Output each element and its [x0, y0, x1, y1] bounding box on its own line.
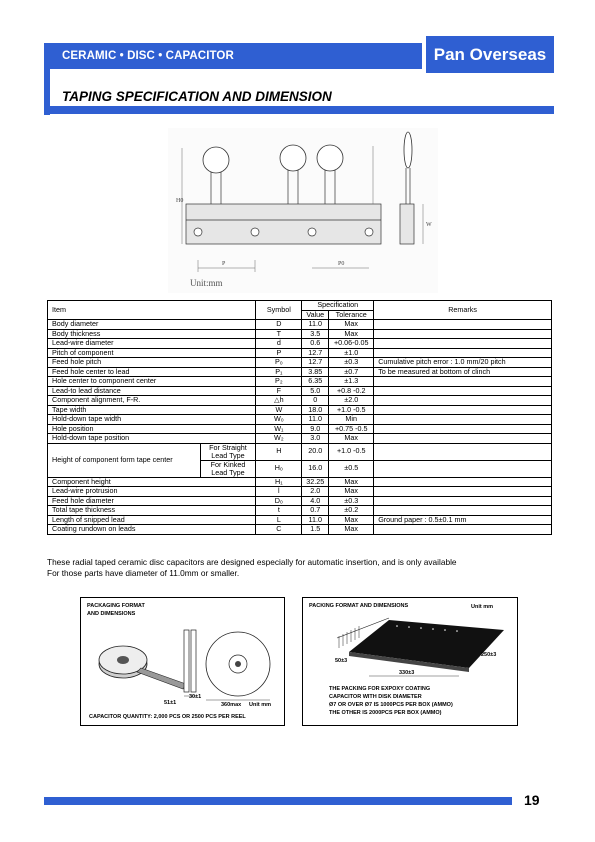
- reel-caption: CAPACITOR QUANTITY: 2,000 PCS OR 2500 PCS PER REEL: [89, 714, 246, 720]
- cell-item: Total tape thickness: [48, 506, 256, 516]
- cell-remarks: [374, 415, 552, 425]
- cell-symbol: W₀: [256, 415, 302, 425]
- cell-tolerance: Max: [329, 525, 374, 535]
- cell-value: 11.0: [302, 415, 329, 425]
- cell-symbol: △h: [256, 396, 302, 406]
- ammo-caption-1: THE PACKING FOR EXPOXY COATING: [329, 686, 431, 692]
- cell-symbol: H: [256, 443, 302, 460]
- cell-symbol: H₁: [256, 477, 302, 487]
- cell-symbol: T: [256, 329, 302, 339]
- table-row: [48, 358, 552, 368]
- cell-value: 18.0: [302, 405, 329, 415]
- reel-figure-title-2: AND DIMENSIONS: [87, 611, 136, 617]
- brand-banner: [426, 36, 554, 73]
- footer-bar: [44, 797, 512, 805]
- note-line-2: For those parts have diameter of 11.0mm or smaller.: [47, 568, 240, 578]
- cell-symbol: W: [256, 405, 302, 415]
- cell-value: 0.7: [302, 506, 329, 516]
- cell-remarks: Cumulative pitch error : 1.0 mm/20 pitch: [374, 358, 552, 368]
- cell-item: Lead-to lead distance: [48, 386, 256, 396]
- cell-symbol: d: [256, 339, 302, 349]
- cell-tolerance: Max: [329, 515, 374, 525]
- svg-text:W: W: [426, 222, 432, 228]
- taping-spec-table: [47, 300, 552, 535]
- cell-lead-type: For Kinked Lead Type: [200, 460, 256, 477]
- table-row: [48, 434, 552, 444]
- reel-figure-title-1: PACKAGING FORMAT: [87, 603, 145, 609]
- cell-tolerance: Max: [329, 320, 374, 330]
- cell-symbol: P₀: [256, 358, 302, 368]
- ammo-dim-width: 250±3: [481, 652, 497, 658]
- cell-remarks: To be measured at bottom of clinch: [374, 367, 552, 377]
- cell-tolerance: ±1.3: [329, 377, 374, 387]
- cell-symbol: P: [256, 348, 302, 358]
- cell-value: 1.5: [302, 525, 329, 535]
- svg-text:P0: P0: [338, 261, 345, 267]
- cell-value: 5.0: [302, 386, 329, 396]
- cell-value: 12.7: [302, 358, 329, 368]
- cell-symbol: D: [256, 320, 302, 330]
- cell-remarks: [374, 434, 552, 444]
- cell-tolerance: ±0.3: [329, 358, 374, 368]
- cell-symbol: L: [256, 515, 302, 525]
- cell-item: Lead-wire protrusion: [48, 487, 256, 497]
- cell-remarks: [374, 320, 552, 330]
- cell-item: Body diameter: [48, 320, 256, 330]
- reel-dim-width: 51±1: [164, 700, 177, 706]
- table-row: [48, 396, 552, 406]
- cell-item: Lead-wire diameter: [48, 339, 256, 349]
- cell-tolerance: ±0.3: [329, 496, 374, 506]
- cell-item: Length of snipped lead: [48, 515, 256, 525]
- cell-tolerance: ±0.2: [329, 506, 374, 516]
- ammo-caption-4: THE OTHER IS 2000PCS PER BOX (AMMO): [329, 710, 442, 716]
- table-row: [48, 477, 552, 487]
- svg-text:H0: H0: [176, 198, 184, 204]
- cell-remarks: Ground paper : 0.5±0.1 mm: [374, 515, 552, 525]
- title-underline: [50, 106, 554, 114]
- cell-symbol: t: [256, 506, 302, 516]
- reel-dim-diameter: 360max: [221, 702, 242, 708]
- cell-value: 9.0: [302, 424, 329, 434]
- cell-item: Feed hole center to lead: [48, 367, 256, 377]
- note-line-1: These radial taped ceramic disc capacitors are designed especially for automatic insertion, and is only available: [47, 557, 457, 567]
- diagram-unit-label: Unit:mm: [190, 278, 223, 288]
- cell-tolerance: Max: [329, 434, 374, 444]
- cell-symbol: l: [256, 487, 302, 497]
- table-row: [48, 339, 552, 349]
- table-header-row: [48, 301, 552, 311]
- cell-value: 32.25: [302, 477, 329, 487]
- table-row: [48, 367, 552, 377]
- cell-item: Coating rundown on leads: [48, 525, 256, 535]
- cell-value: 12.7: [302, 348, 329, 358]
- cell-remarks: [374, 329, 552, 339]
- cell-item: Feed hole pitch: [48, 358, 256, 368]
- table-row: [48, 377, 552, 387]
- ammo-figure-title: PACKING FORMAT AND DIMENSIONS: [309, 603, 409, 609]
- header-symbol: Symbol: [256, 301, 302, 320]
- cell-tolerance: ±2.0: [329, 396, 374, 406]
- cell-value: 6.35: [302, 377, 329, 387]
- cell-value: 3.85: [302, 367, 329, 377]
- cell-remarks: [374, 443, 552, 460]
- table-row: [48, 348, 552, 358]
- table-row: [48, 515, 552, 525]
- header-remarks: Remarks: [374, 301, 552, 320]
- cell-value: 3.0: [302, 434, 329, 444]
- taping-dimension-diagram: [168, 128, 438, 293]
- header-item: Item: [48, 301, 256, 320]
- table-row: [48, 506, 552, 516]
- cell-remarks: [374, 386, 552, 396]
- ammo-dim-length: 330±3: [399, 670, 415, 676]
- svg-text:P: P: [222, 261, 226, 267]
- table-row: [48, 405, 552, 415]
- ammo-caption-2: CAPACITOR WITH DISK DIAMETER: [329, 694, 422, 700]
- reel-packaging-figure: [80, 597, 285, 726]
- cell-remarks: [374, 477, 552, 487]
- cell-value: 11.0: [302, 515, 329, 525]
- cell-item: Hold-down tape width: [48, 415, 256, 425]
- cell-item: Pitch of component: [48, 348, 256, 358]
- cell-tolerance: Min: [329, 415, 374, 425]
- cell-remarks: [374, 377, 552, 387]
- category-label: CERAMIC • DISC • CAPACITOR: [62, 50, 234, 62]
- cell-item: Height of component form tape center: [48, 443, 201, 477]
- cell-remarks: [374, 348, 552, 358]
- table-row: [48, 496, 552, 506]
- cell-tolerance: +1.0 -0.5: [329, 405, 374, 415]
- table-row: [48, 443, 552, 460]
- cell-item: Hold-down tape position: [48, 434, 256, 444]
- cell-value: 4.0: [302, 496, 329, 506]
- cell-remarks: [374, 525, 552, 535]
- reel-dim-hub: 30±1: [189, 694, 202, 700]
- header-tolerance: Tolerance: [329, 310, 374, 320]
- cell-tolerance: ±1.0: [329, 348, 374, 358]
- cell-tolerance: ±0.7: [329, 367, 374, 377]
- cell-remarks: [374, 396, 552, 406]
- cell-remarks: [374, 339, 552, 349]
- cell-lead-type: For Straight Lead Type: [200, 443, 256, 460]
- table-row: [48, 424, 552, 434]
- header-value: Value: [302, 310, 329, 320]
- ammo-packaging-figure: [302, 597, 518, 726]
- cell-item: Feed hole diameter: [48, 496, 256, 506]
- page-title: TAPING SPECIFICATION AND DIMENSION: [62, 89, 332, 104]
- cell-item: Hole center to component center: [48, 377, 256, 387]
- cell-remarks: [374, 424, 552, 434]
- cell-item: Tape width: [48, 405, 256, 415]
- table-row: [48, 329, 552, 339]
- cell-symbol: C: [256, 525, 302, 535]
- table-row: [48, 415, 552, 425]
- reel-drawing: [91, 622, 276, 707]
- cell-remarks: [374, 496, 552, 506]
- cell-symbol: W₁: [256, 424, 302, 434]
- category-banner: [44, 43, 422, 69]
- cell-tolerance: +0.8 -0.2: [329, 386, 374, 396]
- cell-remarks: [374, 487, 552, 497]
- cell-value: 0.6: [302, 339, 329, 349]
- cell-symbol: F: [256, 386, 302, 396]
- ammo-unit: Unit mm: [471, 604, 493, 610]
- cell-value: 16.0: [302, 460, 329, 477]
- cell-value: 11.0: [302, 320, 329, 330]
- cell-item: Component height: [48, 477, 256, 487]
- cell-remarks: [374, 506, 552, 516]
- cell-remarks: [374, 460, 552, 477]
- ammo-dim-height: 50±3: [335, 658, 348, 664]
- cell-value: 0: [302, 396, 329, 406]
- cell-tolerance: +1.0 -0.5: [329, 443, 374, 460]
- cell-symbol: P₂: [256, 377, 302, 387]
- table-row: [48, 386, 552, 396]
- cell-tolerance: +0.75 -0.5: [329, 424, 374, 434]
- header-specification: Specification: [302, 301, 374, 311]
- cell-symbol: W₂: [256, 434, 302, 444]
- cell-tolerance: +0.06-0.05: [329, 339, 374, 349]
- cell-tolerance: Max: [329, 329, 374, 339]
- cell-value: 2.0: [302, 487, 329, 497]
- ammo-caption-3: Ø7 OR OVER Ø7 IS 1000PCS PER BOX (AMMO): [329, 702, 453, 708]
- cell-symbol: H₀: [256, 460, 302, 477]
- cell-remarks: [374, 405, 552, 415]
- page-number: 19: [524, 792, 540, 808]
- table-row: [48, 525, 552, 535]
- cell-symbol: D₀: [256, 496, 302, 506]
- reel-unit: Unit mm: [249, 702, 271, 708]
- cell-item: Body thickness: [48, 329, 256, 339]
- cell-symbol: P₁: [256, 367, 302, 377]
- cell-tolerance: Max: [329, 477, 374, 487]
- cell-tolerance: ±0.5: [329, 460, 374, 477]
- cell-tolerance: Max: [329, 487, 374, 497]
- cell-item: Hole position: [48, 424, 256, 434]
- brand-name: Pan Overseas: [433, 45, 547, 64]
- cell-value: 20.0: [302, 443, 329, 460]
- cell-value: 3.5: [302, 329, 329, 339]
- table-row: [48, 320, 552, 330]
- cell-item: Component alignment, F-R.: [48, 396, 256, 406]
- table-row: [48, 487, 552, 497]
